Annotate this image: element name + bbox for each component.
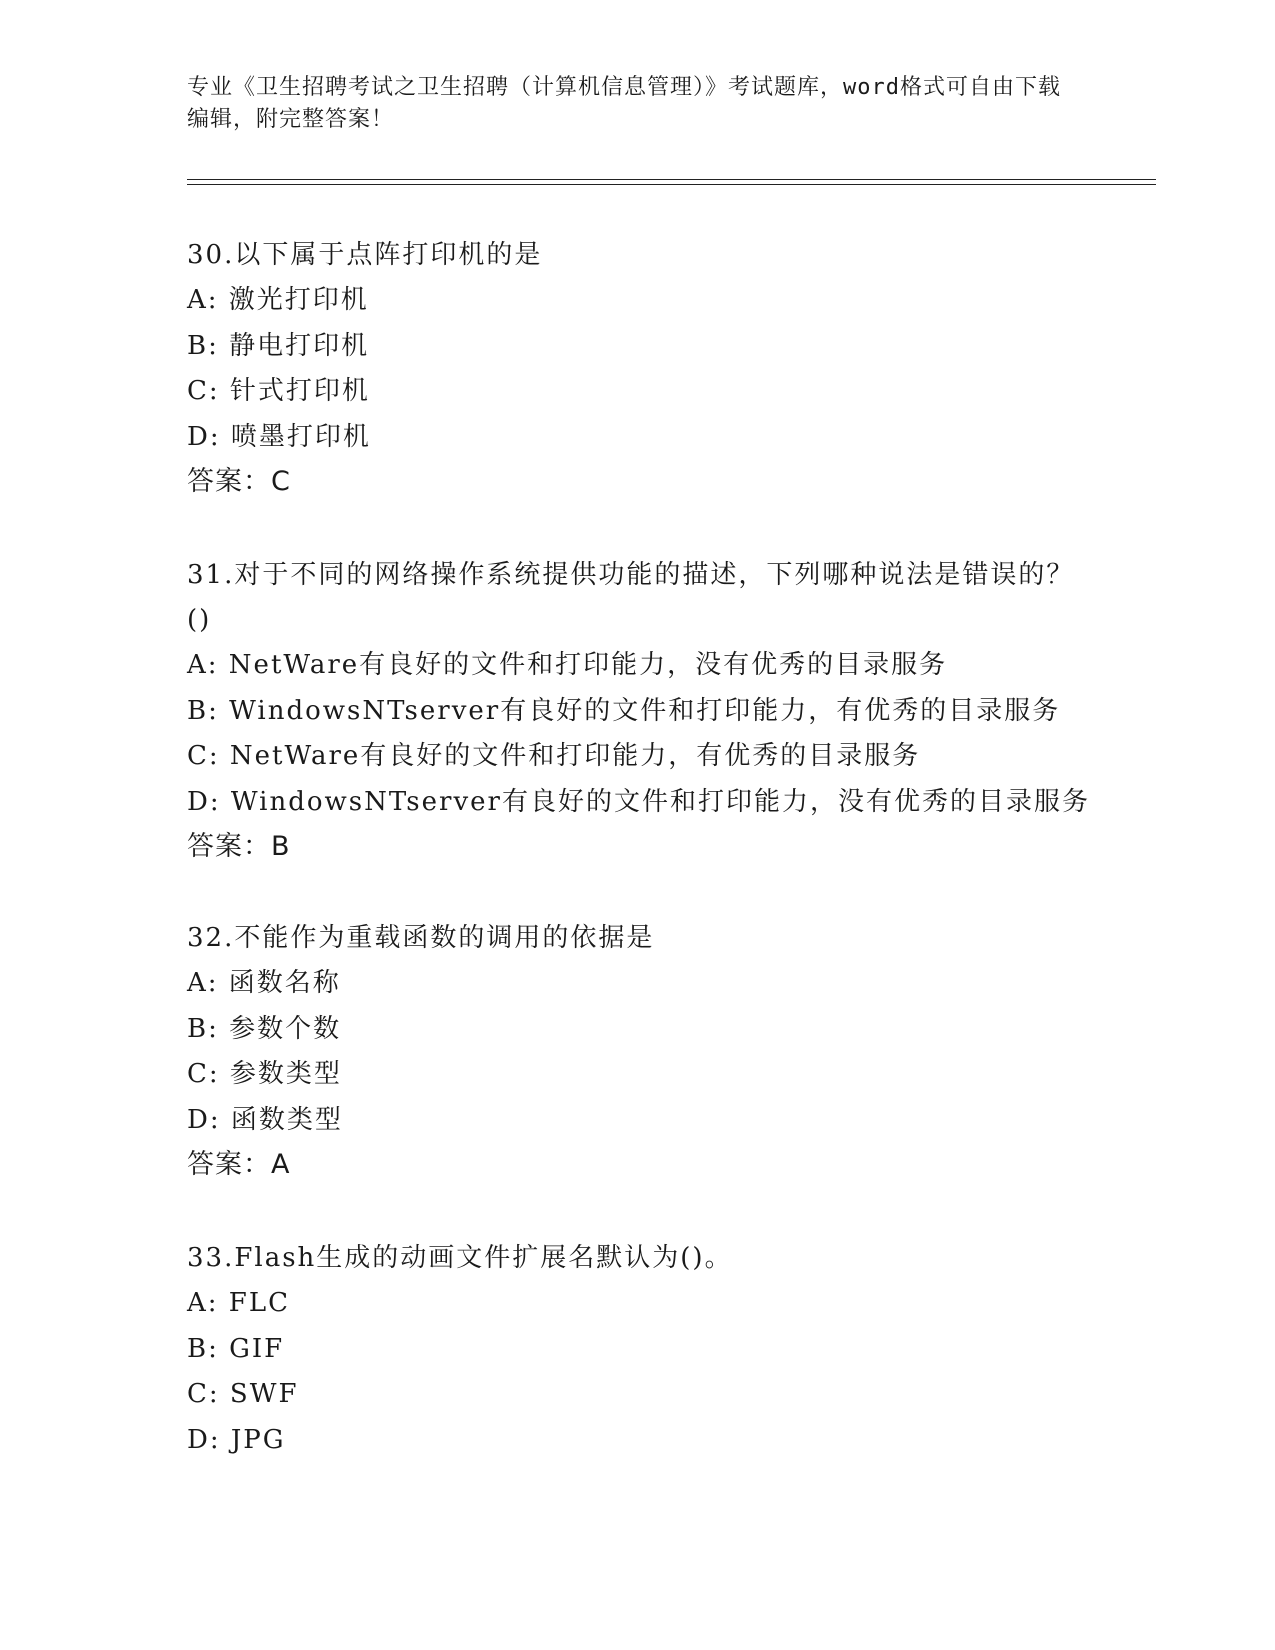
option-a: A: NetWare有良好的文件和打印能力，没有优秀的目录服务 xyxy=(187,650,948,680)
option-a: A: 函数名称 xyxy=(187,968,341,998)
option-c: C: 针式打印机 xyxy=(187,376,370,406)
question-31 xyxy=(187,553,1090,869)
question-32 xyxy=(187,916,1087,1187)
option-d: D: 喷墨打印机 xyxy=(187,421,371,452)
option-b: B: WindowsNTserver有良好的文件和打印能力，有优秀的目录服务 xyxy=(187,695,1061,726)
question-text: 32.不能作为重载函数的调用的依据是 xyxy=(187,923,655,953)
question-30 xyxy=(187,233,1087,504)
option-c: C: 参数类型 xyxy=(187,1059,342,1089)
question-text: 33.Flash生成的动画文件扩展名默认为()。 xyxy=(187,1243,733,1273)
option-c: C: SWF xyxy=(187,1379,299,1409)
option-d: D: 函数类型 xyxy=(187,1104,343,1135)
option-d: D: JPG xyxy=(187,1424,286,1455)
option-c: C: NetWare有良好的文件和打印能力，有优秀的目录服务 xyxy=(187,741,921,771)
answer: 答案：A xyxy=(187,1149,291,1180)
header-divider-bottom xyxy=(187,184,1156,185)
question-text: 30.以下属于点阵打印机的是 xyxy=(187,240,543,270)
header-divider-top xyxy=(187,179,1156,180)
answer: 答案：B xyxy=(187,831,291,862)
answer: 答案：C xyxy=(187,466,291,497)
option-a: A: 激光打印机 xyxy=(187,285,369,315)
document-header: 专业《卫生招聘考试之卫生招聘（计算机信息管理）》考试题库，word格式可自由下载编辑，附完整答案！ xyxy=(187,75,1061,132)
option-b: B: 静电打印机 xyxy=(187,330,370,361)
option-d: D: WindowsNTserver有良好的文件和打印能力，没有优秀的目录服务 xyxy=(187,786,1090,817)
option-b: B: GIF xyxy=(187,1333,285,1364)
question-text: 31.对于不同的网络操作系统提供功能的描述，下列哪种说法是错误的？() xyxy=(187,560,1075,635)
option-b: B: 参数个数 xyxy=(187,1013,342,1044)
question-33 xyxy=(187,1236,1087,1463)
option-a: A: FLC xyxy=(187,1288,290,1318)
